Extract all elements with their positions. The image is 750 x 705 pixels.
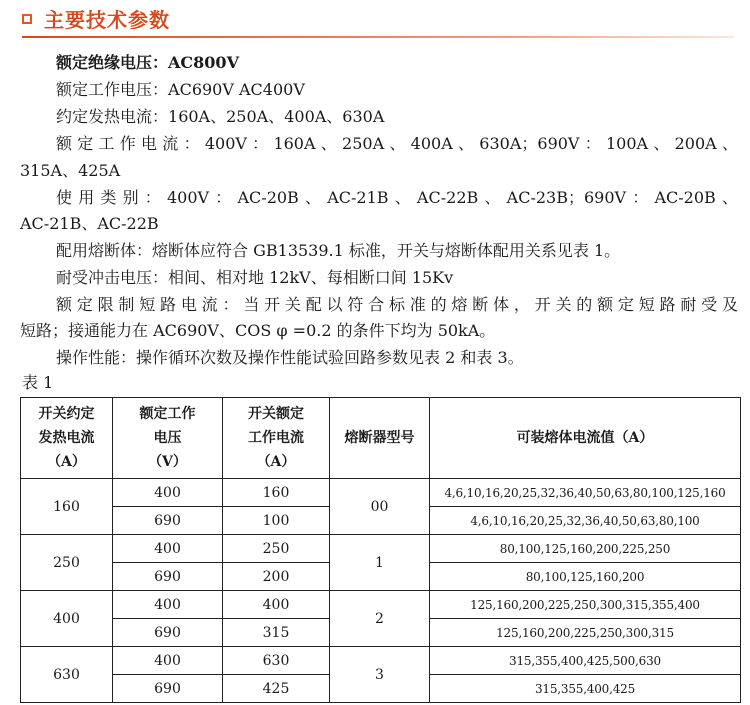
spec-label: 额定绝缘电压： bbox=[56, 53, 169, 72]
cell-current: 630 bbox=[223, 647, 330, 675]
spec-label: 约定发热电流： bbox=[56, 107, 169, 126]
cell-fuse-type: 3 bbox=[330, 647, 430, 703]
cell-voltage: 690 bbox=[113, 619, 223, 647]
cell-thermal-current: 250 bbox=[21, 535, 113, 591]
cell-voltage: 400 bbox=[113, 479, 223, 507]
spec-value: 熔断体应符合 GB13539.1 标准，开关与熔断体配用关系见表 1。 bbox=[152, 241, 621, 260]
section-header bbox=[22, 7, 732, 37]
header-operating-voltage: 额定工作 电压 （V） bbox=[113, 398, 223, 479]
table-row bbox=[21, 647, 741, 675]
cell-current: 250 bbox=[223, 535, 330, 563]
spec-label: 耐受冲击电压： bbox=[56, 268, 169, 287]
table-row bbox=[21, 591, 741, 619]
cell-voltage: 690 bbox=[113, 675, 223, 703]
cell-fuse-values: 80,100,125,160,200 bbox=[430, 563, 741, 591]
spec-fuse-link bbox=[20, 240, 738, 262]
spec-short-circuit-current-cont bbox=[20, 320, 738, 342]
spec-label: 额定工作电压： bbox=[56, 80, 169, 99]
spec-value: 相间、相对地 12kV、每相断口间 15Kv bbox=[168, 268, 454, 287]
spec-value: AC-21B、AC-22B bbox=[20, 214, 159, 233]
cell-fuse-type: 00 bbox=[330, 479, 430, 535]
spec-value: 160A、250A、400A、630A bbox=[168, 107, 385, 126]
table-header-row bbox=[21, 398, 741, 479]
spec-value: 操作循环次数及操作性能试验回路参数见表 2 和表 3。 bbox=[136, 348, 524, 367]
table-row bbox=[21, 535, 741, 563]
spec-value: 315A、425A bbox=[20, 161, 121, 180]
spec-label: 配用熔断体： bbox=[56, 241, 153, 260]
spec-value: 400V：160A、250A、400A、630A；690V：100A、200A、 bbox=[204, 134, 738, 153]
header-fuse-type: 熔断器型号 bbox=[330, 398, 430, 479]
cell-thermal-current: 630 bbox=[21, 647, 113, 703]
cell-fuse-values: 315,355,400,425,500,630 bbox=[430, 647, 741, 675]
cell-current: 400 bbox=[223, 591, 330, 619]
cell-voltage: 400 bbox=[113, 591, 223, 619]
cell-fuse-type: 2 bbox=[330, 591, 430, 647]
cell-current: 200 bbox=[223, 563, 330, 591]
spec-operating-current-cont bbox=[20, 160, 738, 182]
cell-thermal-current: 400 bbox=[21, 591, 113, 647]
header-fuse-values: 可装熔体电流值（A） bbox=[430, 398, 741, 479]
spec-label: 操作性能： bbox=[56, 348, 137, 367]
spec-utilization-category-cont bbox=[20, 213, 738, 235]
table-caption: 表 1 bbox=[22, 373, 54, 392]
cell-fuse-values: 125,160,200,225,250,300,315,355,400 bbox=[430, 591, 741, 619]
spec-insulation-voltage bbox=[20, 52, 738, 74]
spec-operating-current bbox=[20, 133, 738, 155]
spec-operating-performance bbox=[20, 347, 738, 369]
cell-current: 315 bbox=[223, 619, 330, 647]
cell-thermal-current: 160 bbox=[21, 479, 113, 535]
cell-fuse-values: 4,6,10,16,20,25,32,36,40,50,63,80,100,125,160 bbox=[430, 479, 741, 507]
cell-fuse-values: 315,355,400,425 bbox=[430, 675, 741, 703]
cell-current: 160 bbox=[223, 479, 330, 507]
cell-current: 425 bbox=[223, 675, 330, 703]
spec-short-circuit-current bbox=[20, 294, 738, 316]
spec-value: 400V：AC-20B、AC-21B、AC-22B、AC-23B；690V：AC-20B、 bbox=[167, 188, 738, 207]
cell-voltage: 690 bbox=[113, 563, 223, 591]
spec-value: AC800V bbox=[168, 53, 239, 72]
square-bullet-icon bbox=[22, 14, 32, 24]
header-thermal-current: 开关约定 发热电流 （A） bbox=[21, 398, 113, 479]
section-title: 主要技术参数 bbox=[44, 8, 170, 32]
spec-operating-voltage bbox=[20, 79, 738, 101]
spec-thermal-current bbox=[20, 106, 738, 128]
cell-voltage: 690 bbox=[113, 507, 223, 535]
spec-value: 当开关配以符合标准的熔断体，开关的额定短路耐受及 bbox=[243, 295, 738, 314]
spec-impulse-voltage bbox=[20, 267, 738, 289]
fuse-table bbox=[20, 397, 741, 703]
table-row bbox=[21, 479, 741, 507]
cell-fuse-values: 125,160,200,225,250,300,315 bbox=[430, 619, 741, 647]
header-divider bbox=[22, 36, 734, 38]
cell-fuse-values: 80,100,125,160,200,225,250 bbox=[430, 535, 741, 563]
cell-current: 100 bbox=[223, 507, 330, 535]
header-operating-current: 开关额定 工作电流 （A） bbox=[223, 398, 330, 479]
spec-label: 额定限制短路电流： bbox=[56, 295, 244, 314]
cell-voltage: 400 bbox=[113, 647, 223, 675]
spec-utilization-category bbox=[20, 187, 738, 209]
spec-value: 短路；接通能力在 AC690V、COS φ =0.2 的条件下均为 50kA。 bbox=[20, 321, 496, 340]
cell-fuse-type: 1 bbox=[330, 535, 430, 591]
cell-voltage: 400 bbox=[113, 535, 223, 563]
spec-label: 额定工作电流： bbox=[56, 134, 205, 153]
spec-value: AC690V AC400V bbox=[168, 80, 305, 99]
cell-fuse-values: 4,6,10,16,20,25,32,36,40,50,63,80,100 bbox=[430, 507, 741, 535]
spec-label: 使用类别： bbox=[56, 188, 167, 207]
